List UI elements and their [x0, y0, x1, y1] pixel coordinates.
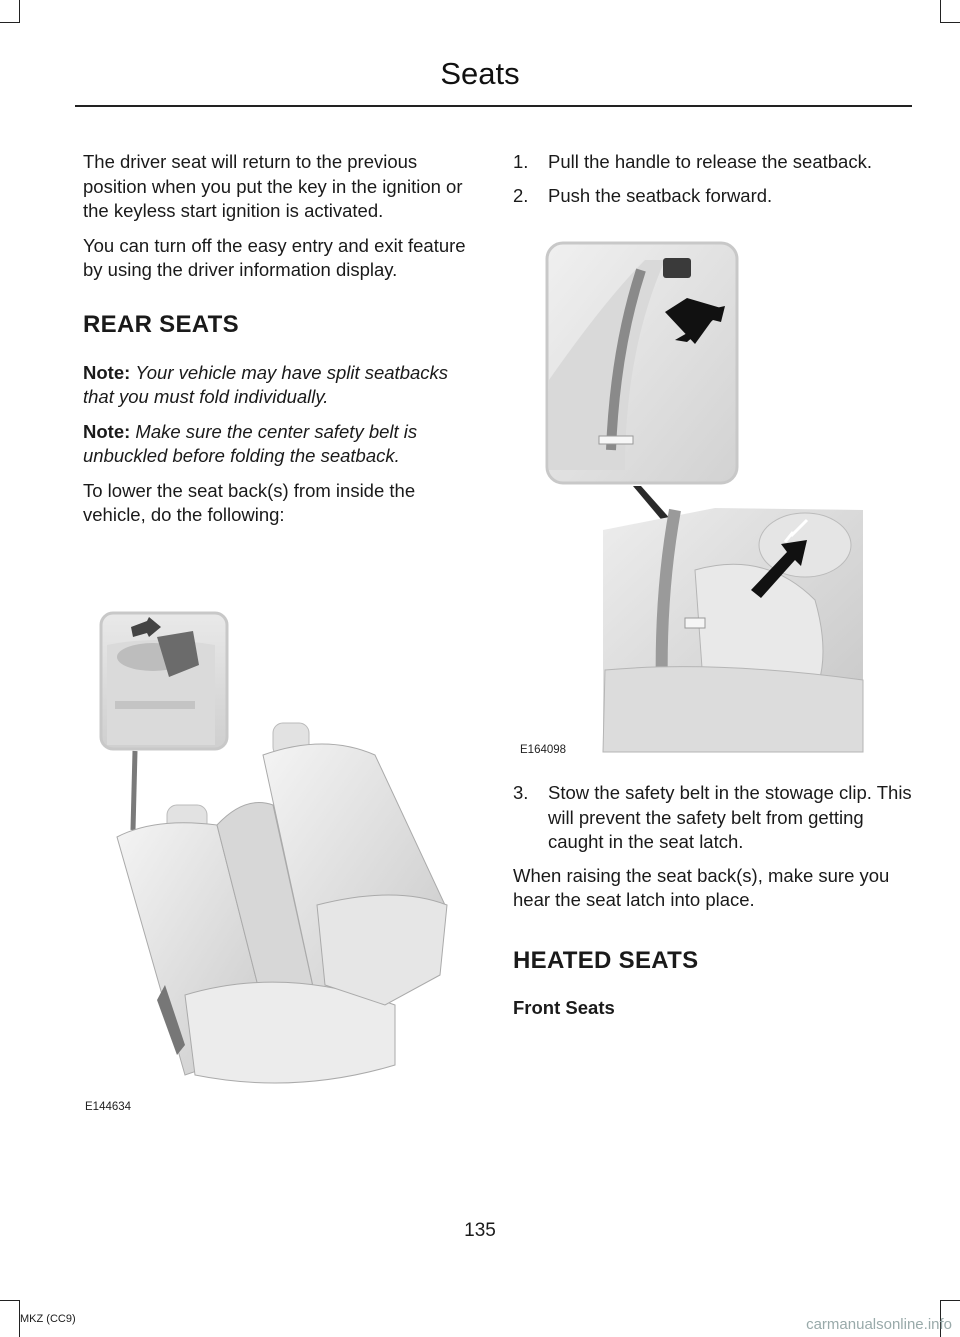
- step-item: [513, 184, 913, 209]
- note-text: Your vehicle may have split seatbacks that you must fold individually.: [83, 361, 449, 407]
- crop-mark: [0, 1300, 20, 1301]
- step-item: [513, 781, 913, 855]
- figure-code: E164098: [520, 744, 567, 756]
- watermark-site: carmanualsonline.info: [806, 1316, 952, 1333]
- seatback-release-illustration: [515, 240, 870, 760]
- crop-mark: [19, 0, 20, 22]
- header-divider: [75, 105, 912, 107]
- fold-steps: [513, 150, 913, 208]
- crop-mark: [940, 22, 960, 23]
- step-text: Push the seatback forward.: [548, 184, 773, 206]
- easy-entry-off-paragraph: You can turn off the easy entry and exit feature by using the driver information display.: [83, 234, 466, 280]
- raise-seatback-paragraph: When raising the seat back(s), make sure you hear the seat latch into place.: [513, 864, 890, 910]
- crop-mark: [940, 0, 941, 22]
- step-text: Pull the handle to release the seatback.: [548, 151, 872, 172]
- rear-seat-illustration: [85, 605, 475, 1113]
- crop-mark: [0, 22, 20, 23]
- stow-step: [513, 781, 913, 855]
- model-code: MKZ (CC9): [20, 1313, 76, 1325]
- step-number: 1.: [513, 151, 529, 172]
- right-column-lower: [513, 781, 913, 1019]
- rear-seats-heading: REAR SEATS: [83, 310, 239, 338]
- step-number: 2.: [513, 184, 529, 206]
- note-center-belt: [83, 420, 478, 469]
- lower-seatback-intro: To lower the seat back(s) from inside the vehicle, do the following:: [83, 479, 416, 525]
- note-text: Make sure the center safety belt is unbuckled before folding the seatback.: [83, 420, 418, 466]
- left-column: [83, 150, 478, 538]
- figure-code: E144634: [85, 1101, 132, 1113]
- page-number: 135: [464, 1220, 496, 1241]
- crop-mark: [940, 1300, 960, 1301]
- seatback-release-figure: [515, 240, 870, 760]
- step-text: Stow the safety belt in the stowage clip. This will prevent the safety belt from getting caught in the seat latch.: [548, 782, 912, 852]
- rear-seat-figure: [95, 605, 475, 1105]
- heated-seats-heading: HEATED SEATS: [513, 946, 699, 974]
- page-title: Seats: [440, 56, 520, 91]
- note-split-seatbacks: [83, 361, 478, 410]
- note-label: Note:: [83, 420, 131, 442]
- step-number: 3.: [513, 782, 529, 803]
- step-item: [513, 150, 913, 175]
- easy-entry-paragraph: The driver seat will return to the previous position when you put the key in the ignition or the keyless start ignition is activated.: [83, 151, 463, 221]
- front-seats-subheading: Front Seats: [513, 996, 615, 1018]
- right-column: [513, 150, 913, 217]
- note-label: Note:: [83, 361, 131, 383]
